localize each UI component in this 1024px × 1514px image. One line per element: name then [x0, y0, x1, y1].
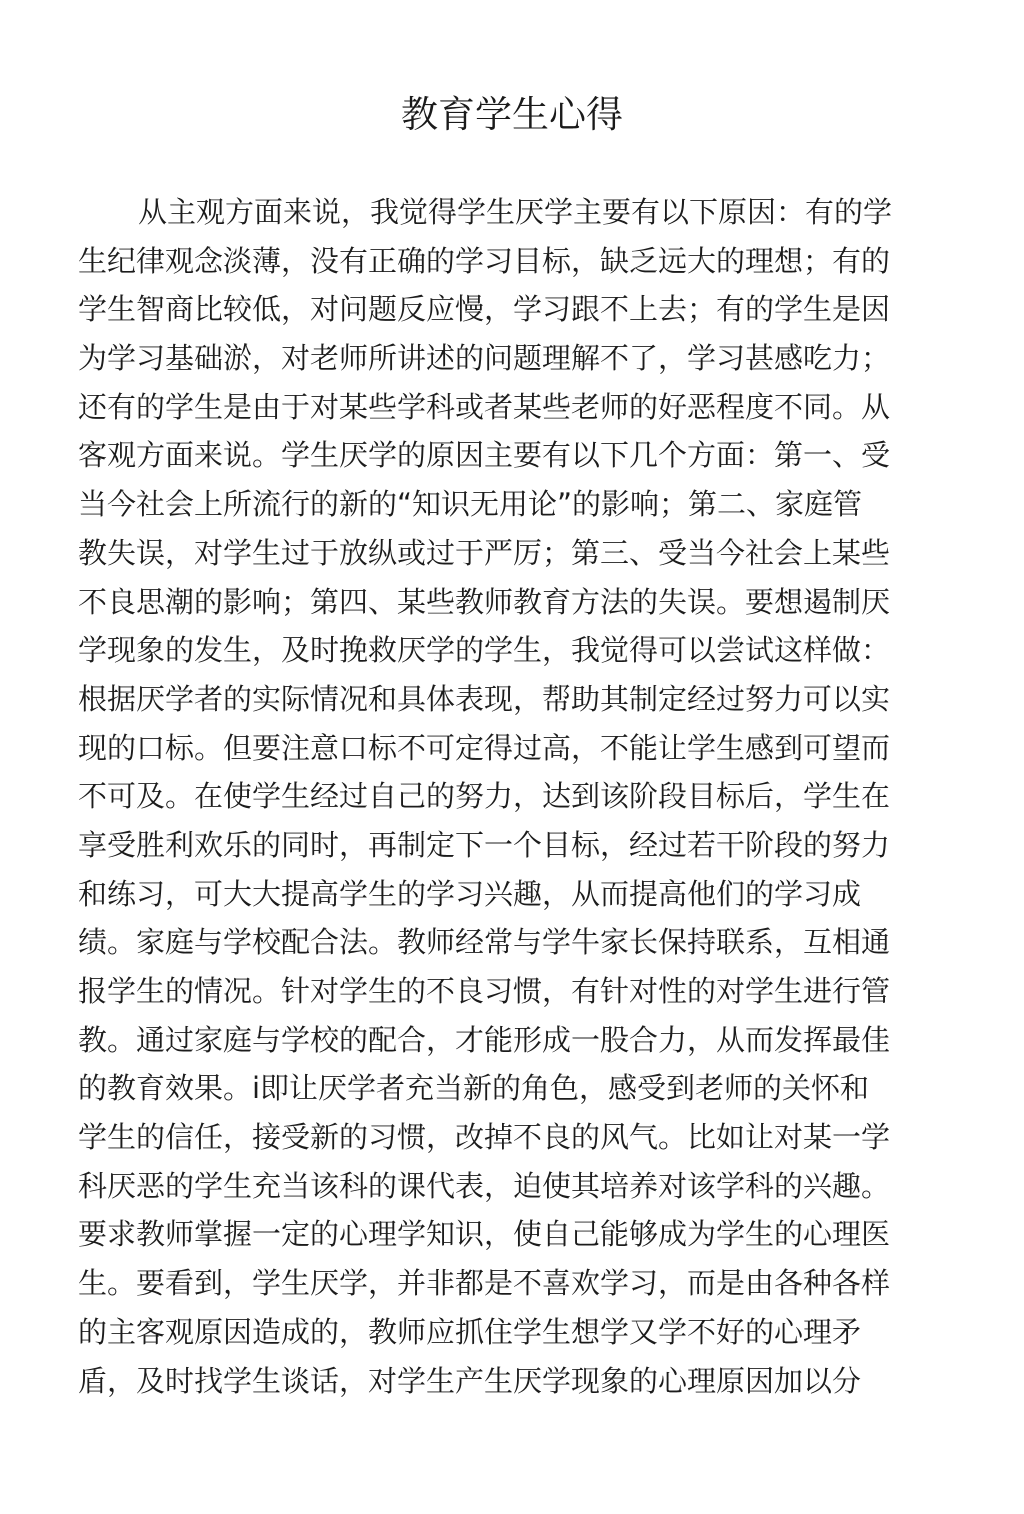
text-line: 还有的学生是由于对某些学科或者某些老师的好恶程度不同。从 — [78, 389, 891, 424]
text-line: 生。要看到，学生厌学，并非都是不喜欢学习，而是由各种各样 — [78, 1266, 891, 1301]
text-line: 为学习基础淤，对老师所讲述的问题理解不了，学习甚感吃力； — [78, 341, 891, 376]
text-line: 要求教师掌握一定的心理学知识，使自己能够成为学生的心理医 — [78, 1217, 891, 1252]
body-paragraph — [78, 188, 918, 1405]
text-line: 当今社会上所流行的新的“知识无用论”的影响；第二、家庭管 — [78, 487, 863, 522]
text-line: 报学生的情况。针对学生的不良习惯，有针对性的对学生进行管 — [78, 974, 891, 1008]
text-line: 现的口标。但要注意口标不可定得过高，不能让学生感到可望而 — [78, 730, 891, 765]
text-line: 学现象的发生，及时挽救厌学的学生，我觉得可以尝试这样做： — [78, 633, 891, 668]
text-line: 绩。家庭与学校配合法。教师经常与学牛家长保持联系，互相通 — [78, 925, 891, 960]
text-line: 教。通过家庭与学校的配合，才能形成一股合力，从而发挥最佳 — [78, 1022, 891, 1057]
text-line: 享受胜利欢乐的同时，再制定下一个目标，经过若干阶段的努力 — [78, 827, 891, 862]
text-line: 从主观方面来说，我觉得学生厌学主要有以下原因：有的学 — [138, 195, 893, 229]
text-line: 生纪律观念淡薄，没有正确的学习目标，缺乏远大的理想；有的 — [78, 243, 891, 278]
text-line: 学生智商比较低，对问题反应慢，学习跟不上去；有的学生是因 — [78, 292, 891, 327]
text-line: 不可及。在使学生经过自己的努力，达到该阶段目标后，学生在 — [78, 779, 891, 814]
text-line: 客观方面来说。学生厌学的原因主要有以下几个方面：第一、受 — [78, 438, 891, 473]
text-line: 学生的信任，接受新的习惯，改掉不良的风气。比如让对某一学 — [78, 1120, 891, 1155]
text-line: 盾，及时找学生谈话，对学生产生厌学现象的心理原因加以分 — [78, 1363, 862, 1398]
text-line: 不良思潮的影响；第四、某些教师教育方法的失误。要想遏制厌 — [78, 584, 891, 619]
text-line: 教失误，对学生过于放纵或过于严厉；第三、受当今社会上某些 — [78, 535, 891, 570]
text-line: 的主客观原因造成的，教师应抓住学生想学又学不好的心理矛 — [78, 1314, 862, 1349]
text-line: 的教育效果。i即让厌学者充当新的角色，感受到老师的关怀和 — [78, 1071, 870, 1106]
text-line: 和练习，可大大提高学生的学习兴趣，从而提高他们的学习成 — [78, 876, 862, 911]
document-title: 教育学生心得 — [401, 93, 623, 136]
text-line: 科厌恶的学生充当该科的课代表，迫使其培养对该学科的兴趣。 — [78, 1168, 891, 1203]
text-line: 根据厌学者的实际情况和具体表现，帮助其制定经过努力可以实 — [78, 681, 891, 716]
